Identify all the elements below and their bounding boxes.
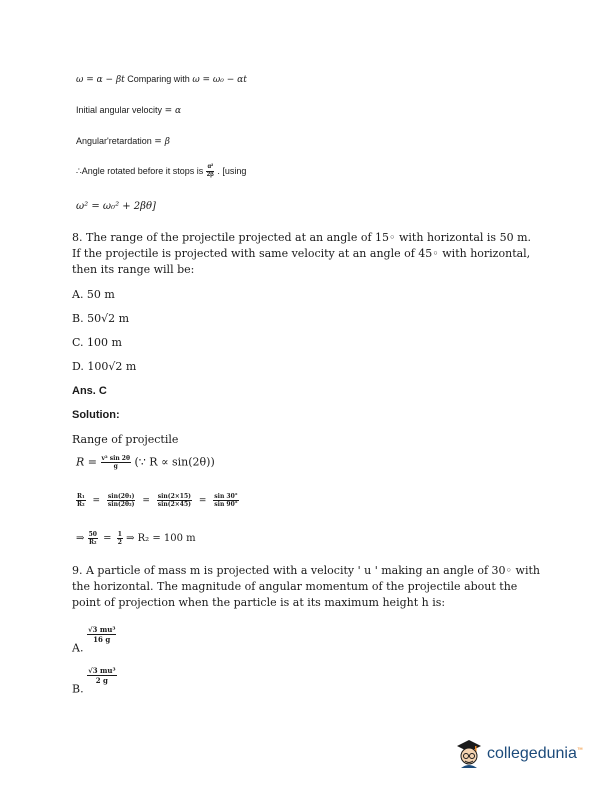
retardation-value: = β bbox=[154, 137, 170, 147]
ratio-sin-angles: $\frac{\sin(2\times 15)}{\sin(2\times 45)}$ bbox=[157, 493, 191, 508]
ratio-sin-theta: $\frac{\text{sin(2θ₁)}}{\text{sin(2θ₂)}}$ bbox=[107, 493, 135, 508]
question-9-text: 9. A particle of mass m is projected with a velocity ' u ' making an angle of 30◦ with the horizontal. The magnitude of angular momentum of the projectile about the point of projection when the particle is at its maximum height h is: bbox=[72, 564, 540, 609]
angle-fraction: $\frac{\text{α²}}{2\beta}$ bbox=[206, 164, 214, 178]
result-tail: ⇒ R₂ = 100 m bbox=[126, 533, 196, 544]
q8-option-a: A. 50 m bbox=[72, 288, 115, 301]
q9-option-b bbox=[72, 666, 117, 696]
initial-velocity-line bbox=[76, 105, 181, 116]
range-lhs: R = bbox=[76, 455, 97, 469]
q8-ratio-equation: $\frac{\text{R₁}}{\text{R₂}}$ = $\frac{\text{sin(2θ₁)}}{\text{sin(2θ₂)}}$ = $\frac{\sin(2\times 15)}{\sin(2\times 45)}$ = $\frac{\sin 30^\circ}{\sin 90^\circ}$ bbox=[77, 493, 238, 508]
angle-rotated-line bbox=[76, 164, 246, 179]
q9-option-a-fraction: $\frac{\text{√3 mu³}}{16 g}$ bbox=[87, 625, 116, 644]
graduate-mascot-icon bbox=[455, 738, 483, 770]
q8-range-label: Range of projectile bbox=[72, 433, 179, 446]
q9-option-a bbox=[72, 625, 116, 655]
initial-velocity-value: = α bbox=[164, 106, 182, 116]
result-arrow: ⇒ bbox=[76, 533, 85, 544]
q8-answer: Ans. C bbox=[72, 385, 107, 397]
range-fraction: $\frac{\text{v² sin 2θ}}{g}$ bbox=[101, 455, 130, 470]
q8-option-c: C. 100 m bbox=[72, 336, 122, 349]
result-fraction: $\frac{50}{\text{R₂}}$ bbox=[88, 531, 97, 546]
comparing-text: Comparing with bbox=[127, 74, 190, 84]
kinematic-formula: ω² = ω₀² + 2βθ] bbox=[76, 201, 156, 212]
retardation-label: Angular'retardation bbox=[76, 136, 152, 146]
q9-option-b-fraction: $\frac{\text{√3 mu³}}{2 g}$ bbox=[88, 666, 116, 685]
angle-using-text: . [using bbox=[217, 165, 247, 176]
q8-option-d: D. 100√2 m bbox=[72, 360, 137, 373]
collegedunia-logo bbox=[455, 738, 583, 770]
ratio-r1-r2: $\frac{\text{R₁}}{\text{R₂}}$ bbox=[77, 493, 85, 508]
q9-option-b-label: B. bbox=[72, 682, 84, 696]
q8-option-b: B. 50√2 m bbox=[72, 312, 130, 325]
ratio-sin-values: $\frac{\sin 30^\circ}{\sin 90^\circ}$ bbox=[214, 493, 238, 508]
range-proportional: (∵ R ∝ sin(2θ)) bbox=[134, 455, 215, 469]
q8-range-formula bbox=[76, 455, 215, 470]
half-fraction: $\frac{1}{2}$ bbox=[117, 531, 122, 546]
retardation-line bbox=[76, 136, 170, 147]
q8-solution-label: Solution: bbox=[72, 409, 120, 421]
question-8-text: 8. The range of the projectile projected at an angle of 15◦ with horizontal is 50 m. If the projectile is projected with same velocity at an angle of 45◦ with horizontal, then its range will be: bbox=[72, 231, 531, 276]
omega-standard-equation: ω = ω₀ − αt bbox=[192, 75, 247, 85]
q8-result: ⇒ $\frac{50}{\text{R₂}}$ = $\frac{1}{2}$ ⇒ R₂ = 100 m bbox=[76, 531, 196, 546]
collegedunia-wordmark: collegedunia™ bbox=[487, 745, 583, 762]
initial-velocity-label: Initial angular velocity bbox=[76, 105, 163, 115]
omega-equation: ω = α − βt bbox=[76, 75, 125, 85]
angle-rotated-text: ∴Angle rotated before it stops is bbox=[76, 165, 204, 176]
q9-option-a-label: A. bbox=[72, 641, 84, 655]
prev-eq-line bbox=[76, 74, 247, 85]
